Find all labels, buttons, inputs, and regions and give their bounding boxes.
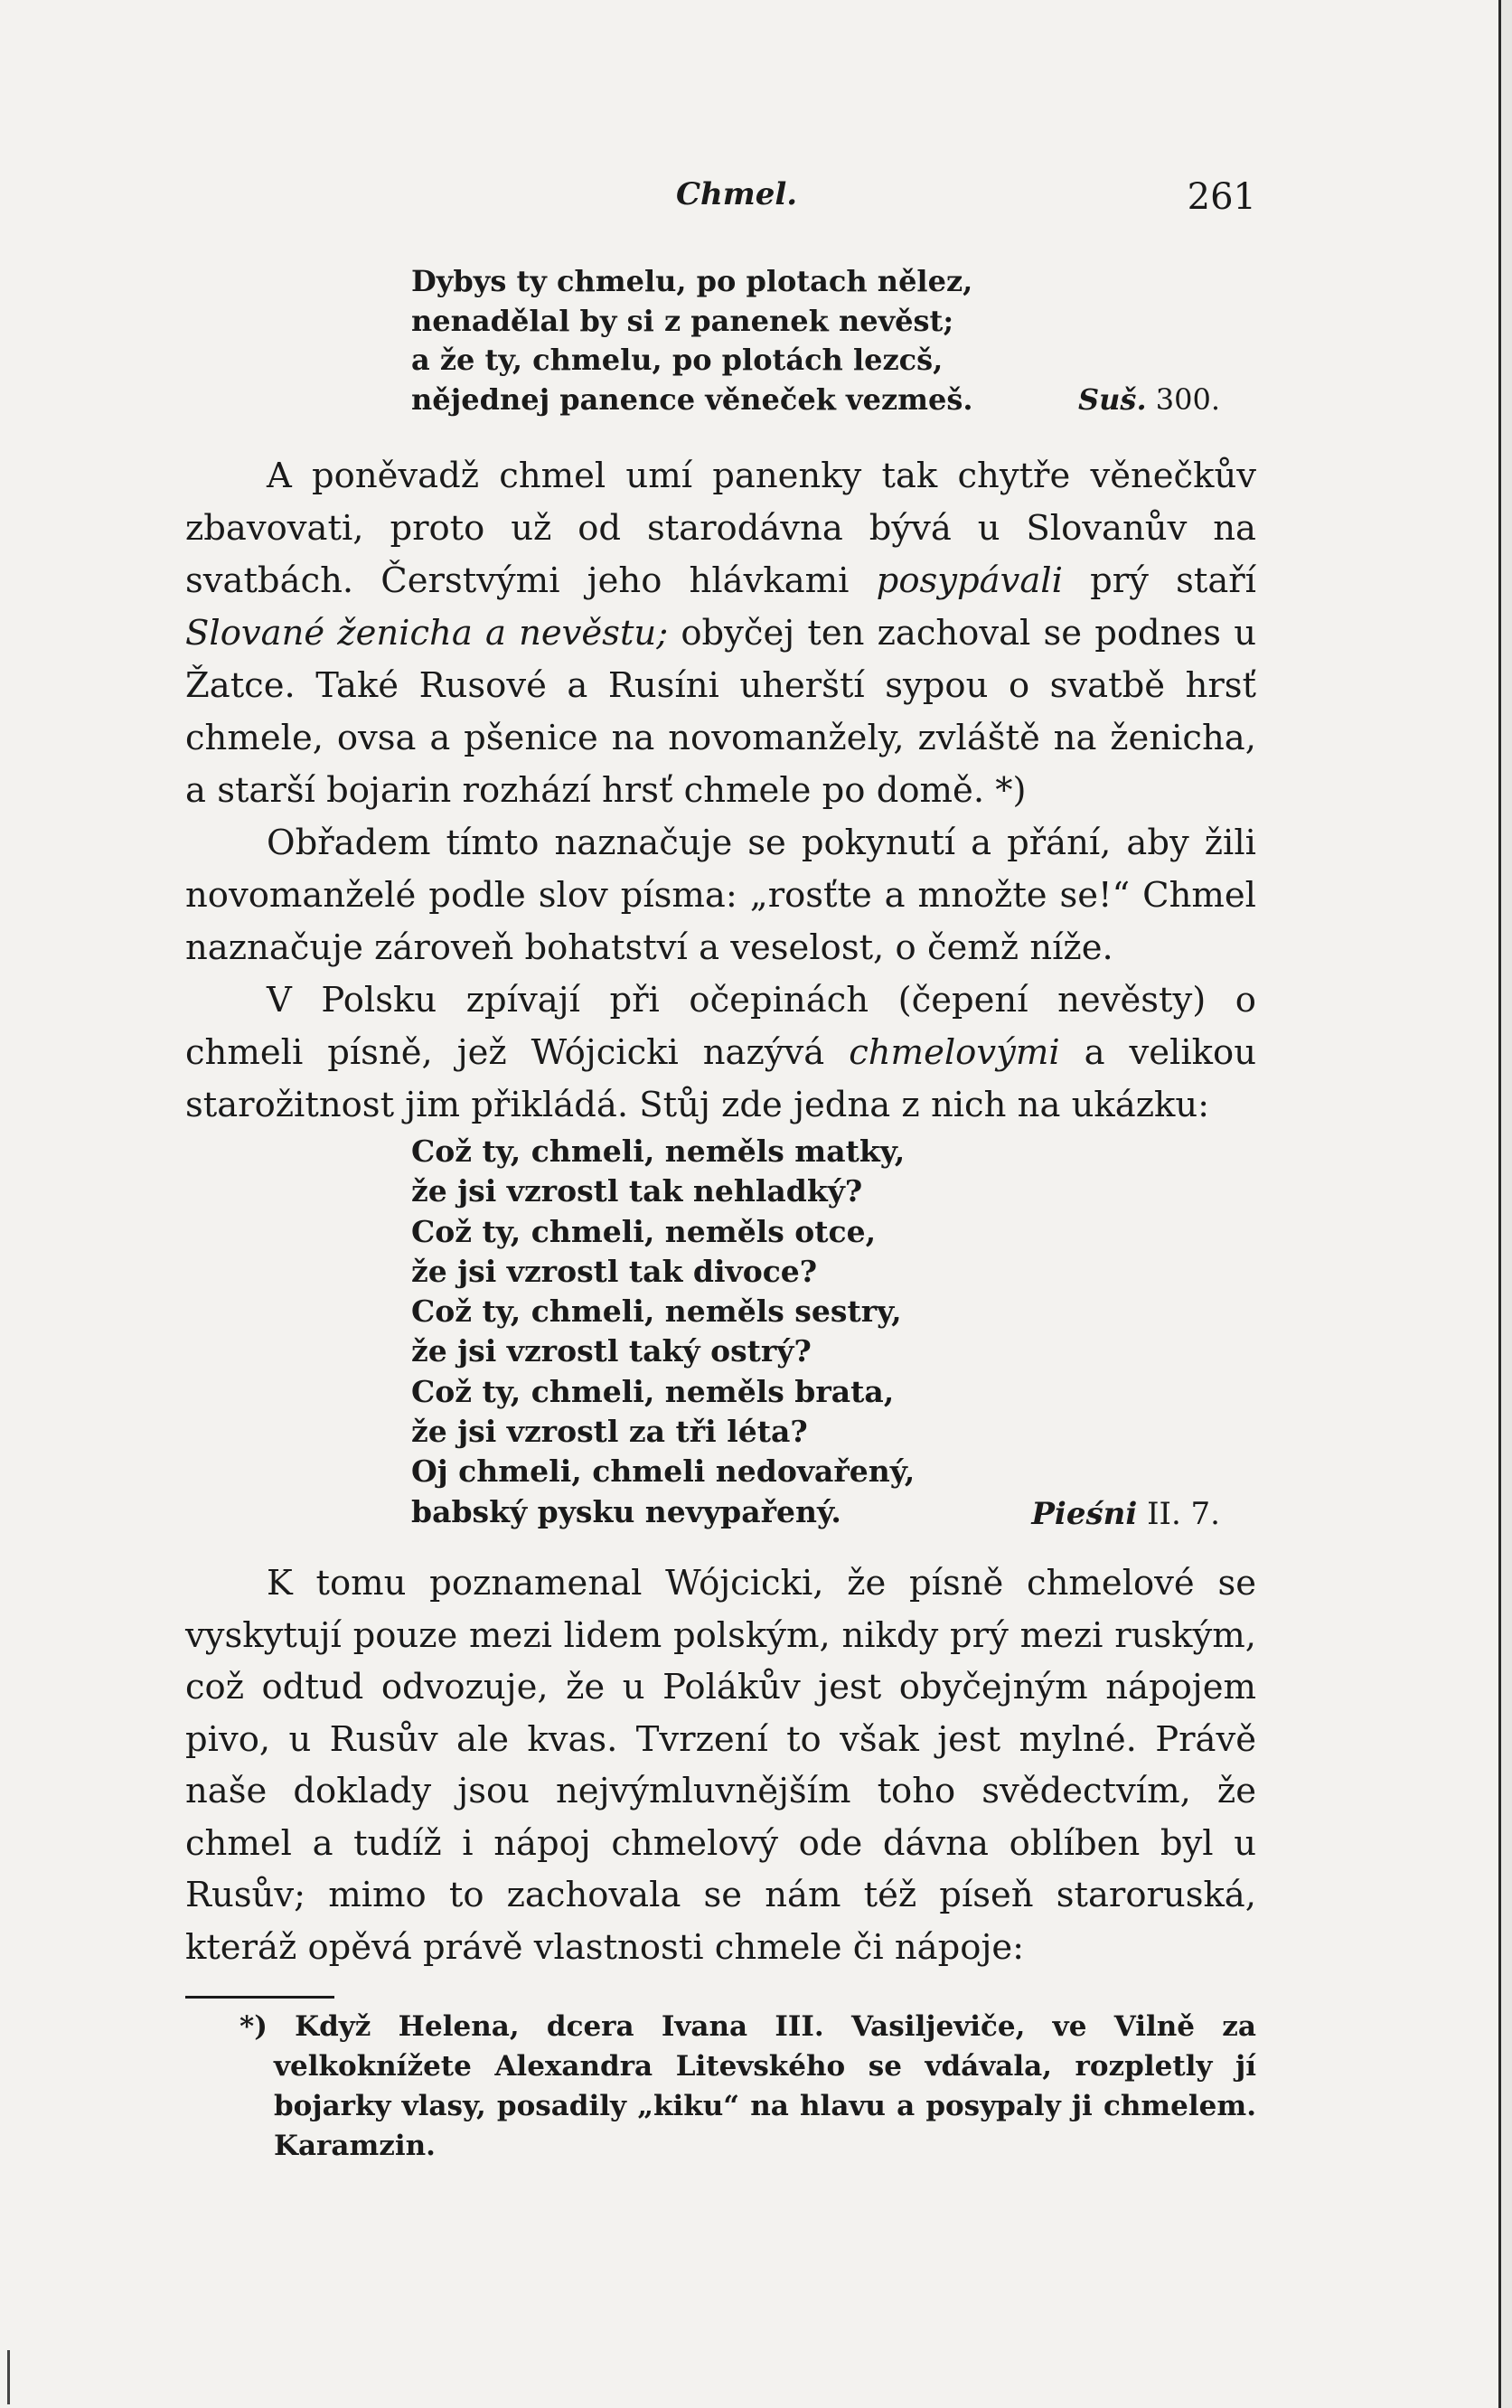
- verse-line: nenadělal by si z panenek nevěst;: [411, 303, 954, 338]
- verse-line: Což ty, chmeli, neměls brata,: [411, 1373, 895, 1409]
- footnote-text: *) Když Helena, dcera Ivana III. Vasiljeviče, ve Vilně za velkoknížete Alexandra Litevského se vdávala, rozpletly jí bojarky vlasy, posadily „kiku“ na hlavu a posypaly ji chmelem. Karamzin.: [239, 2010, 1256, 2162]
- verse-line: že jsi vzrostl tak divoce?: [411, 1253, 818, 1289]
- running-head: Chmel.: [676, 176, 798, 212]
- verse-line: Oj chmeli, chmeli nedovařený,: [411, 1453, 916, 1490]
- verse-line: že jsi vzrostl za tři léta?: [411, 1414, 808, 1450]
- verse-block-2: [411, 1132, 1220, 1534]
- paragraph: K tomu poznamenal Wójcicki, že písně chmelové se vyskytují pouze mezi lidem polským, nikdy prý mezi ruským, což odtud odvozuje, že u Polákův jest obyčejným nápojem pivo, u Rusův ale kvas. Tvrzení to však jest mylné. Právě naše doklady jsou nejvýmluvnějším toho svědectvím, že chmel a tudíž i nápoj chmelový ode dávna oblíben byl u Rusův; mimo to zachovala se nám též píseň staroruská, kteráž opěvá právě vlastnosti chmele či nápoje:: [185, 1563, 1256, 1968]
- verse-line: že jsi vzrostl taký ostrý?: [411, 1333, 812, 1369]
- paragraph: A poněvadž chmel umí panenky tak chytře věnečkův zbavovati, proto už od starodávna bývá u Slovanův na svatbách. Čerstvými jeho hlávkami posypávali prý staří Slované ženicha a nevěstu; obyčej ten zachoval se podnes u Žatce. Také Rusové a Rusíni uherští sypou o svatbě hrsť chmele, ovsa a pšenice na novomanžely, zvláště na ženicha, a starší bojarin rozhází hrsť chmele po domě. *): [185, 456, 1256, 811]
- verse-line: Což ty, chmeli, neměls matky,: [411, 1133, 906, 1169]
- verse-line: Což ty, chmeli, neměls otce,: [411, 1213, 877, 1249]
- prose-block-2: [185, 1557, 1256, 1973]
- emphasis: chmelovými: [849, 1032, 1060, 1073]
- verse-line: že jsi vzrostl tak nehladký?: [411, 1173, 863, 1209]
- verse-line: nějednej panence věneček vezmeš.: [411, 382, 973, 418]
- verse-line: babský pysku nevypařený.: [411, 1493, 841, 1529]
- footnote: [239, 2007, 1256, 2166]
- source-abbrev: Suš.: [1078, 382, 1147, 418]
- prose-block-1: [185, 450, 1256, 1132]
- page-edge: [1498, 0, 1512, 2408]
- verse-block-1: [411, 262, 1220, 420]
- verse-line: Dybys ty chmelu, po plotach nělez,: [411, 264, 973, 298]
- source-title: Pieśni: [1031, 1495, 1138, 1532]
- verse-source: [1031, 1494, 1220, 1534]
- emphasis: Slované ženicha a nevěstu;: [185, 613, 669, 654]
- verse-source: [1078, 381, 1220, 420]
- verse-line: a že ty, chmelu, po plotách lezcš,: [411, 343, 944, 378]
- page-number: 261: [1187, 176, 1256, 218]
- source-ref: II. 7.: [1147, 1495, 1220, 1532]
- emphasis: posypávali: [876, 560, 1063, 601]
- paragraph: Obřadem tímto naznačuje se pokynutí a přání, aby žili novomanželé podle slov písma: „rosťte a množte se!“ Chmel naznačuje zároveň bohatství a veselost, o čemž níže.: [185, 823, 1256, 968]
- source-number: 300.: [1155, 382, 1220, 418]
- paragraph: V Polsku zpívají při očepinách (čepení nevěsty) o chmeli písně, jež Wójcicki nazývá chmelovými a velikou starožitnost jim přikládá. Stůj zde jedna z nich na ukázku:: [185, 980, 1256, 1125]
- verse-line: Což ty, chmeli, neměls sestry,: [411, 1293, 902, 1330]
- scan-mark: [7, 2350, 10, 2404]
- footnote-rule: [185, 1996, 334, 1999]
- page-header: [185, 176, 1256, 221]
